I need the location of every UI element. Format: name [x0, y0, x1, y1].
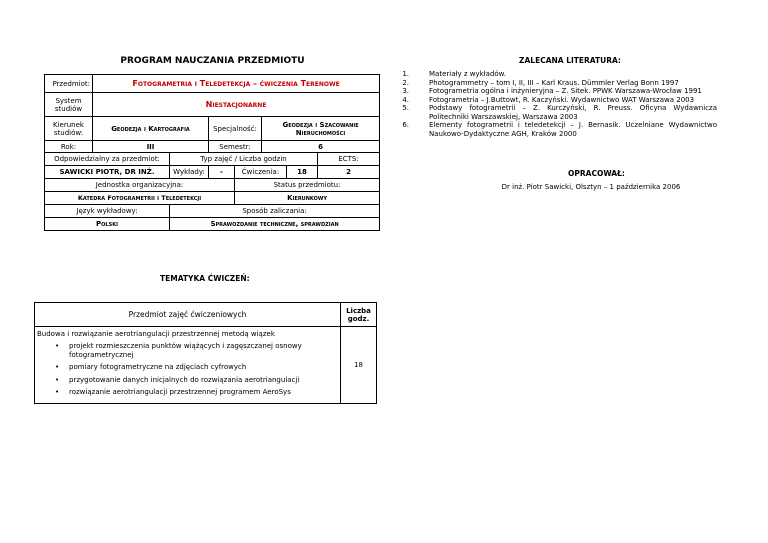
class-type-label: Typ zajęć / Liczba godzin — [170, 153, 318, 166]
responsible-label: Odpowiedzialny za przedmiot: — [45, 153, 170, 166]
lectures-value: - — [209, 166, 235, 179]
ects-value: 2 — [318, 166, 380, 179]
year-value: III — [93, 141, 209, 153]
prepared-value: Dr inż. Piotr Sawicki, Olsztyn – 1 października 2006 — [501, 183, 681, 191]
studies-label: System studiów — [45, 93, 93, 117]
specialty-label: Specjalność: — [209, 117, 262, 141]
literature-text: Elementy fotogrametrii i teledetekcji – J. Bernasik. Uczelniane Wydawnictwo Naukowo-Dydaktyczne AGH, Kraków 2000 — [429, 121, 717, 138]
grading-value: Sprawozdanie techniczne, sprawdzian — [170, 218, 380, 231]
literature-item — [397, 70, 717, 79]
literature-text: Materiały z wykładów. — [429, 70, 506, 78]
studies-value: Niestacjonarne — [93, 93, 380, 117]
direction-label: Kierunek studiów: — [45, 117, 93, 141]
language-label: Język wykładowy: — [45, 205, 170, 218]
literature-list — [397, 70, 717, 138]
literature-item — [397, 79, 717, 88]
grading-label: Sposób zaliczania: — [170, 205, 380, 218]
status-value: Kierunkowy — [235, 192, 380, 205]
literature-number: 3. — [402, 87, 409, 95]
literature-text: Photogrammetry – tom I, II, III – Karl Kraus. Dümmler Verlag Bonn 1997 — [429, 78, 679, 87]
course-info-table — [44, 74, 380, 231]
topics-title: TEMATYKA ĆWICZEŃ: — [160, 274, 250, 283]
unit-value: Katedra Fotogrametrii i Teledetekcji — [45, 192, 235, 205]
topic-item: • rozwiązanie aerotriangulacji przestrzennej programem AeroSys — [37, 388, 338, 397]
literature-title: ZALECANA LITERATURA: — [519, 56, 621, 65]
lectures-label: Wykłady: — [170, 166, 209, 179]
responsible-value: SAWICKI PIOTR, DR INŻ. — [45, 166, 170, 179]
year-label: Rok: — [45, 141, 93, 153]
literature-item — [397, 96, 717, 105]
literature-text: Fotogrametria ogólna i inżynieryjna – Z. Sitek. PPWK Warszawa-Wrocław 1991 — [429, 87, 702, 95]
prepared-title: OPRACOWAŁ: — [568, 169, 625, 178]
status-label: Status przedmiotu: — [235, 179, 380, 192]
topic-item: • przygotowanie danych inicjalnych do rozwiązania aerotriangulacji — [37, 376, 338, 385]
literature-number: 5. — [402, 104, 409, 112]
literature-text: Podstawy fotogrametrii – Z. Kurczyński, R. Preuss. Oficyna Wydawnicza Politechniki Warszawskiej, Warszawa 2003 — [429, 104, 717, 121]
literature-item — [397, 121, 717, 138]
literature-text: Fotogrametria – J.Buttowt, R. Kaczyński. Wydawnictwo WAT Warszawa 2003 — [429, 95, 695, 104]
literature-number: 6. — [402, 121, 409, 129]
language-value: Polski — [45, 218, 170, 231]
semester-value: 6 — [262, 141, 380, 153]
topic-item: • pomiary fotogrametryczne na zdjęciach cyfrowych — [37, 363, 338, 372]
topics-header-hours: Liczba godz. — [341, 303, 377, 327]
semester-label: Semestr: — [209, 141, 262, 153]
literature-item — [397, 104, 717, 121]
topic-item: • projekt rozmieszczenia punktów wiążących i zagęszczanej osnowy fotogrametrycznej — [37, 342, 338, 359]
ects-label: ECTS: — [318, 153, 380, 166]
literature-number: 1. — [402, 70, 409, 78]
topics-intro: Budowa i rozwiązanie aerotriangulacji przestrzennej metodą wiązek — [37, 330, 275, 338]
specialty-value: Geodezja i Szacowanie Nieruchomości — [262, 117, 380, 141]
topics-hours: 18 — [341, 327, 377, 404]
program-title: PROGRAM NAUCZANIA PRZEDMIOTU — [120, 56, 305, 66]
direction-value: Geodezja i Kartografia — [93, 117, 209, 141]
unit-label: Jednostka organizacyjna: — [45, 179, 235, 192]
subject-value: Fotogrametria i Teledetekcja – ćwiczenia Terenowe — [93, 75, 380, 93]
literature-item — [397, 87, 717, 96]
topics-cell — [35, 327, 341, 404]
topics-table — [34, 302, 377, 404]
exercises-label: Ćwiczenia: — [235, 166, 287, 179]
literature-number: 4. — [402, 95, 409, 104]
topics-header-subject: Przedmiot zajęć ćwiczeniowych — [35, 303, 341, 327]
literature-number: 2. — [402, 78, 409, 87]
exercises-value: 18 — [287, 166, 318, 179]
subject-label: Przedmiot: — [45, 75, 93, 93]
